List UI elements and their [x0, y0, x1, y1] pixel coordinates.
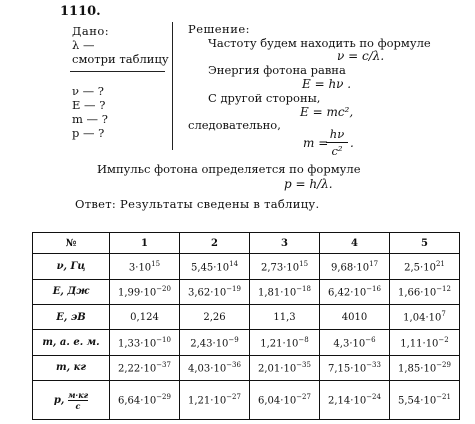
header-cell: № [33, 233, 110, 254]
given-solution-separator [172, 22, 173, 150]
table-cell [180, 254, 250, 279]
cell-exponent: −36 [226, 361, 241, 370]
cell-mantissa: 1,99·10 [118, 287, 157, 299]
solution-text-3: С другой стороны, [208, 91, 321, 105]
table-cell [250, 381, 320, 420]
table-cell [320, 304, 390, 329]
cell-exponent: −6 [365, 335, 376, 344]
table-cell [390, 304, 460, 329]
solution-text-4: следовательно, [188, 118, 281, 132]
table-cell [110, 254, 180, 279]
table-row [33, 355, 460, 380]
solution-text-5: Импульс фотона определяется по формуле [97, 162, 361, 176]
cell-mantissa: 4010 [341, 311, 368, 323]
cell-exponent: −20 [156, 285, 171, 294]
unknown-m: m — ? [72, 112, 108, 126]
table-cell [180, 355, 250, 380]
cell-mantissa: 3,62·10 [188, 287, 227, 299]
table-row [33, 254, 460, 279]
table-cell [250, 279, 320, 304]
cell-mantissa: 6,64·10 [118, 395, 157, 407]
table-row [33, 381, 460, 420]
cell-mantissa: 1,21·10 [188, 395, 227, 407]
formula-mass-energy: E = mc², [300, 105, 354, 119]
given-heading: Дано: [72, 24, 110, 38]
cell-exponent: −29 [436, 361, 451, 370]
table-cell [180, 279, 250, 304]
cell-mantissa: 1,11·10 [400, 338, 439, 350]
unit-numerator: м·кг [67, 389, 89, 400]
cell-mantissa: 4,3·10 [333, 338, 366, 350]
table-row [33, 279, 460, 304]
cell-mantissa: 6,42·10 [328, 287, 367, 299]
table-cell [320, 254, 390, 279]
cell-mantissa: 3·10 [128, 262, 152, 274]
unit-denominator: с [75, 400, 81, 411]
row-label: ν, Гц [33, 254, 110, 279]
problem-number: 1110. [60, 4, 101, 19]
table-cell [110, 355, 180, 380]
table-cell [110, 279, 180, 304]
cell-mantissa: 1,81·10 [258, 287, 297, 299]
cell-mantissa: 2,26 [203, 311, 226, 323]
table-row [33, 304, 460, 329]
formula-mass-left: m = [303, 136, 329, 150]
header-cell: 4 [320, 233, 390, 254]
formula-mass-fraction [326, 127, 348, 158]
cell-mantissa: 6,04·10 [258, 395, 297, 407]
table-cell [390, 330, 460, 355]
given-lambda: λ — [72, 38, 95, 52]
cell-exponent: 15 [299, 259, 309, 268]
table-row [33, 330, 460, 355]
table-cell [390, 355, 460, 380]
formula-mass-end: . [350, 136, 354, 150]
formula-frequency: ν = c/λ. [337, 49, 385, 63]
fraction-bar [326, 142, 348, 143]
row-label-main: p, [53, 394, 68, 406]
table-cell [180, 381, 250, 420]
cell-mantissa: 7,15·10 [328, 363, 367, 375]
cell-exponent: 21 [435, 259, 445, 268]
cell-exponent: 14 [229, 259, 239, 268]
cell-exponent: −16 [366, 285, 381, 294]
cell-exponent: 17 [369, 259, 379, 268]
header-cell: 2 [180, 233, 250, 254]
row-label: m, а. е. м. [33, 330, 110, 355]
cell-exponent: −27 [226, 393, 241, 402]
table-cell [110, 330, 180, 355]
row-label [33, 381, 110, 420]
formula-energy: E = hν . [302, 77, 352, 91]
formula-mass-denominator: c² [331, 144, 343, 158]
table-cell [320, 355, 390, 380]
header-cell: 5 [390, 233, 460, 254]
cell-mantissa: 2,73·10 [260, 262, 300, 274]
cell-exponent: −9 [228, 335, 239, 344]
table-header-row [33, 233, 460, 254]
cell-exponent: −33 [366, 361, 381, 370]
cell-mantissa: 0,124 [130, 311, 159, 323]
cell-mantissa: 11,3 [273, 311, 296, 323]
table-cell [250, 355, 320, 380]
cell-mantissa: 4,03·10 [188, 363, 227, 375]
cell-mantissa: 2,5·10 [404, 262, 436, 274]
solution-text-2: Энергия фотона равна [208, 63, 346, 77]
cell-mantissa: 1,66·10 [398, 287, 437, 299]
cell-exponent: −21 [436, 393, 451, 402]
cell-exponent: −27 [296, 393, 311, 402]
cell-exponent: −12 [436, 285, 451, 294]
cell-exponent: −10 [156, 335, 171, 344]
table-cell [250, 330, 320, 355]
formula-mass-numerator: hν [329, 127, 345, 141]
cell-exponent: −8 [298, 335, 309, 344]
formula-momentum: p = h/λ. [284, 177, 333, 191]
cell-exponent: 7 [441, 310, 446, 319]
table-body [33, 254, 460, 420]
cell-mantissa: 2,14·10 [328, 395, 367, 407]
table-cell [390, 254, 460, 279]
cell-exponent: −37 [156, 361, 171, 370]
cell-mantissa: 1,04·10 [403, 312, 442, 324]
cell-exponent: −18 [296, 285, 311, 294]
table-cell [180, 304, 250, 329]
table-cell [110, 381, 180, 420]
cell-mantissa: 2,22·10 [118, 363, 157, 375]
cell-exponent: −2 [438, 335, 449, 344]
answer-line: Ответ: Результаты сведены в таблицу. [75, 197, 320, 211]
results-table [32, 232, 460, 420]
header-cell: 3 [250, 233, 320, 254]
cell-mantissa: 1,33·10 [118, 338, 157, 350]
table-cell [320, 381, 390, 420]
table-cell [180, 330, 250, 355]
table-cell [250, 304, 320, 329]
cell-mantissa: 5,45·10 [190, 262, 230, 274]
unknown-e: E — ? [72, 98, 106, 112]
cell-mantissa: 1,85·10 [398, 363, 437, 375]
row-label: m, кг [33, 355, 110, 380]
cell-exponent: −24 [366, 393, 381, 402]
table-cell [390, 279, 460, 304]
header-cell: 1 [110, 233, 180, 254]
cell-exponent: −19 [226, 285, 241, 294]
unknown-p: p — ? [72, 126, 105, 140]
cell-exponent: −35 [296, 361, 311, 370]
row-label-unit-fraction [68, 390, 88, 411]
cell-mantissa: 1,21·10 [260, 338, 299, 350]
row-label: E, Дж [33, 279, 110, 304]
unknown-nu: ν — ? [72, 84, 104, 98]
cell-exponent: −29 [156, 393, 171, 402]
given-see-table: смотри таблицу [72, 52, 169, 66]
table-cell [110, 304, 180, 329]
solution-text-1: Частоту будем находить по формуле [208, 36, 431, 50]
cell-mantissa: 2,01·10 [258, 363, 297, 375]
cell-mantissa: 2,43·10 [190, 338, 229, 350]
cell-exponent: 15 [151, 259, 161, 268]
cell-mantissa: 5,54·10 [398, 395, 437, 407]
row-label: E, эВ [33, 304, 110, 329]
table-cell [390, 381, 460, 420]
cell-mantissa: 9,68·10 [330, 262, 370, 274]
table-cell [320, 279, 390, 304]
given-divider [70, 71, 165, 72]
solution-heading: Решение: [188, 22, 251, 36]
table-cell [320, 330, 390, 355]
table-cell [250, 254, 320, 279]
